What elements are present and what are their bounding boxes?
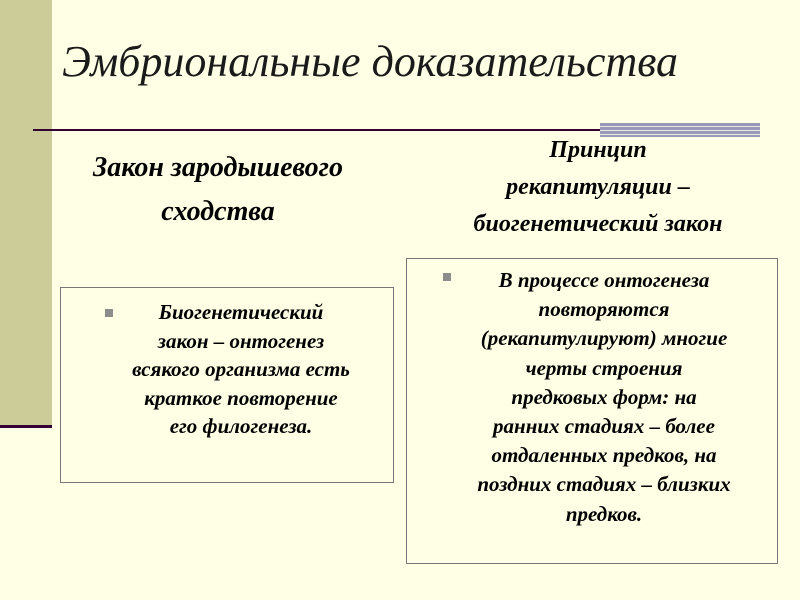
right-column-heading: Принцип рекапитуляции – биогенетический закон (473, 137, 723, 237)
slide-title: Эмбриональные доказательства (62, 37, 679, 86)
side-decor-rule (0, 425, 52, 428)
left-bullet-text: Биогенетический закон – онтогенез всякого организма есть краткое повторение его филогенеза. (132, 300, 350, 438)
left-column-heading: Закон зародышевого сходства (92, 152, 344, 227)
left-text-box (60, 287, 394, 483)
side-decor-strip (0, 0, 52, 427)
right-text-box (406, 258, 778, 564)
right-bullet-text: В процессе онтогенеза повторяются (рекапитулируют) многие черты строения предковых форм: на ранних стадиях – более отдаленных предков, на поздних стадиях – близких предков. (477, 268, 731, 526)
